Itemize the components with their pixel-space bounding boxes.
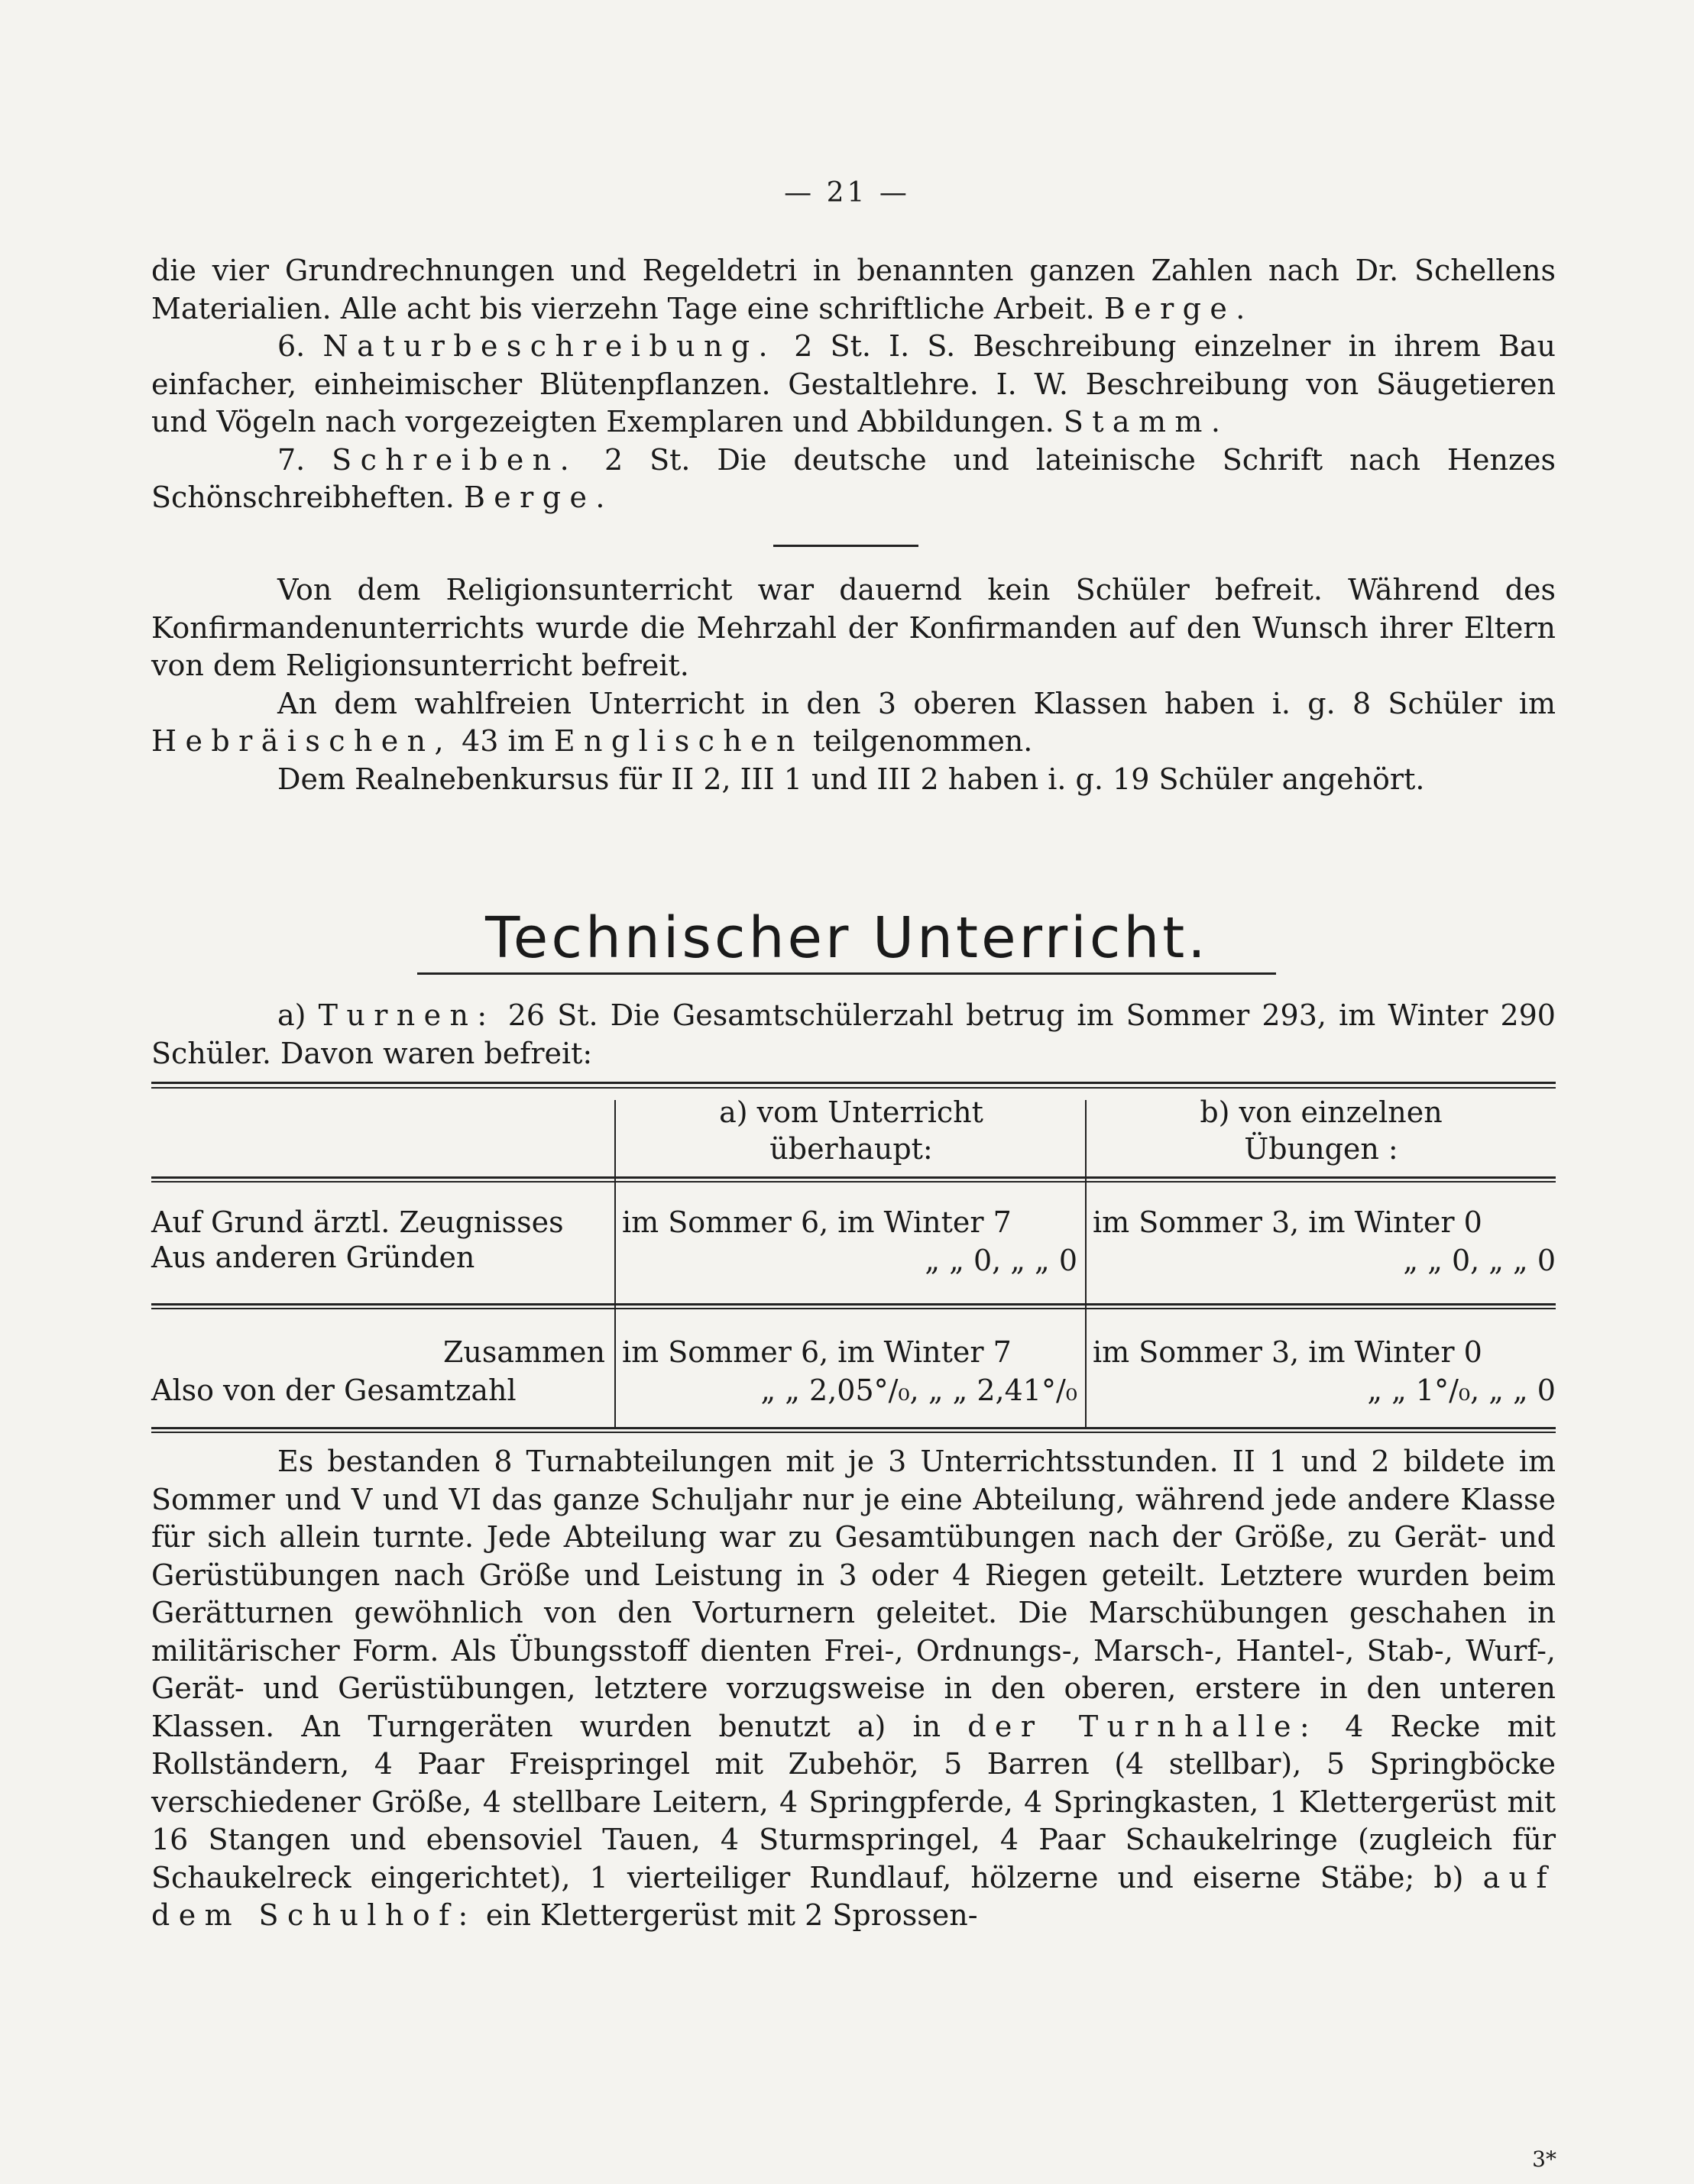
middle-text-block [151,571,1556,798]
turnabteilungen-paragraph: Es bestanden 8 Turnabteilungen mit je 3 Unterrichtsstunden. II 1 und 2 bildete im Sommer und V und VI das ganze Schuljahr nur je eine Abteilung, während jede andere Klasse für sich allein turnte. Jede Abteilung war zu Gesamtübungen nach der Größe, zu Gerät- und Gerüstübungen nach Größe und Leistung in 3 oder 4 Riegen geteilt. Letztere wurden beim Gerätturnen gewöhnlich von den Vorturnern geleitet. Die Marschübungen geschahen in militärischer Form. Als Übungsstoff dienten Frei-, Ordnungs-, Marsch-, Hantel-, Stab-, Wurf-, Gerät- und Gerüstübungen, letztere vorzugsweise in den oberen, erstere in den unteren Klassen. An Turngeräten wurden benutzt a) in der Turnhalle: 4 Recke mit Rollständern, 4 Paar Freispringel mit Zubehör, 5 Barren (4 stellbar), 5 Springböcke verschiedener Größe, 4 stellbare Leitern, 4 Springpferde, 4 Springkasten, 1 Klettergerüst mit 16 Stangen und ebensoviel Tauen, 4 Sturmspringel, 4 Paar Schaukelringe (zugleich für Schaukelreck eingerichtet), 1 vierteiliger Rundlauf, hölzerne und eiserne Stäbe; b) auf dem Schulhof: ein Klettergerüst mit 2 Sprossen- [151,1445,1556,1932]
row-value-b: „ „ 1°/₀, „ „ 0 [1367,1373,1556,1407]
turnen-intro: a) Turnen: 26 St. Die Gesamtschülerzahl betrug im Sommer 293, im Winter 290 Schüler. Davon waren befreit: [151,998,1556,1070]
header-b-line1: b) von einzelnen [1200,1095,1443,1129]
bottom-text-block [151,1443,1556,1935]
naturbeschreibung-paragraph: 6. Naturbeschreibung. 2 St. I. S. Beschreibung einzelner in ihrem Bau einfacher, einheimischer Blütenpflanzen. Gestaltlehre. I. W. Beschreibung von Säugetieren und Vögeln nach vorgezeigten Exemplaren und Abbildungen. Stamm. [151,329,1556,438]
heading-underline [417,972,1276,975]
row-label: Zusammen [442,1335,605,1369]
sheet-signature: 3* [1532,2147,1556,2172]
page-number: — 21 — [784,177,910,209]
row-label: Aus anderen Gründen [151,1241,475,1274]
header-a-line2: überhaupt: [769,1132,933,1166]
realnebenkursus-paragraph: Dem Realnebenkursus für II 2, III 1 und III 2 haben i. g. 19 Schüler angehört. [277,762,1425,796]
header-a-line1: a) vom Unterricht [719,1095,983,1129]
header-b-line2: Übungen : [1244,1132,1398,1166]
row-value-b: im Sommer 3, im Winter 0 [1093,1335,1482,1369]
row-value-a: im Sommer 6, im Winter 7 [622,1205,1012,1239]
section-divider [773,545,918,547]
section-heading: Technischer Unterricht. [485,905,1209,971]
top-text-block [151,252,1556,517]
row-value-b: „ „ 0, „ „ 0 [1403,1244,1556,1277]
row-label: Also von der Gesamtzahl [151,1373,517,1407]
row-label: Auf Grund ärztl. Zeugnisses [151,1205,564,1239]
row-value-a: „ „ 0, „ „ 0 [925,1244,1077,1277]
intro-paragraph: die vier Grundrechnungen und Regeldetri in benannten ganzen Zahlen nach Dr. Schellens Materialien. Alle acht bis vierzehn Tage eine schriftliche Arbeit. Berge. [151,254,1556,325]
religion-paragraph: Von dem Religionsunterricht war dauernd kein Schüler befreit. Während des Konfirmandenunterrichts wurde die Mehrzahl der Konfirmanden auf den Wunsch ihrer Eltern von dem Religionsunterricht befreit. [151,573,1556,682]
row-value-a: im Sommer 6, im Winter 7 [622,1335,1012,1369]
row-value-b: im Sommer 3, im Winter 0 [1093,1205,1482,1239]
wahlfrei-paragraph: An dem wahlfreien Unterricht in den 3 oberen Klassen haben i. g. 8 Schüler im Hebräischen, 43 im Englischen teilgenommen. [151,686,1556,758]
schreiben-paragraph: 7. Schreiben. 2 St. Die deutsche und lateinische Schrift nach Henzes Schönschreibheften. Berge. [151,442,1556,514]
row-value-a: „ „ 2,05°/₀, „ „ 2,41°/₀ [760,1373,1077,1407]
